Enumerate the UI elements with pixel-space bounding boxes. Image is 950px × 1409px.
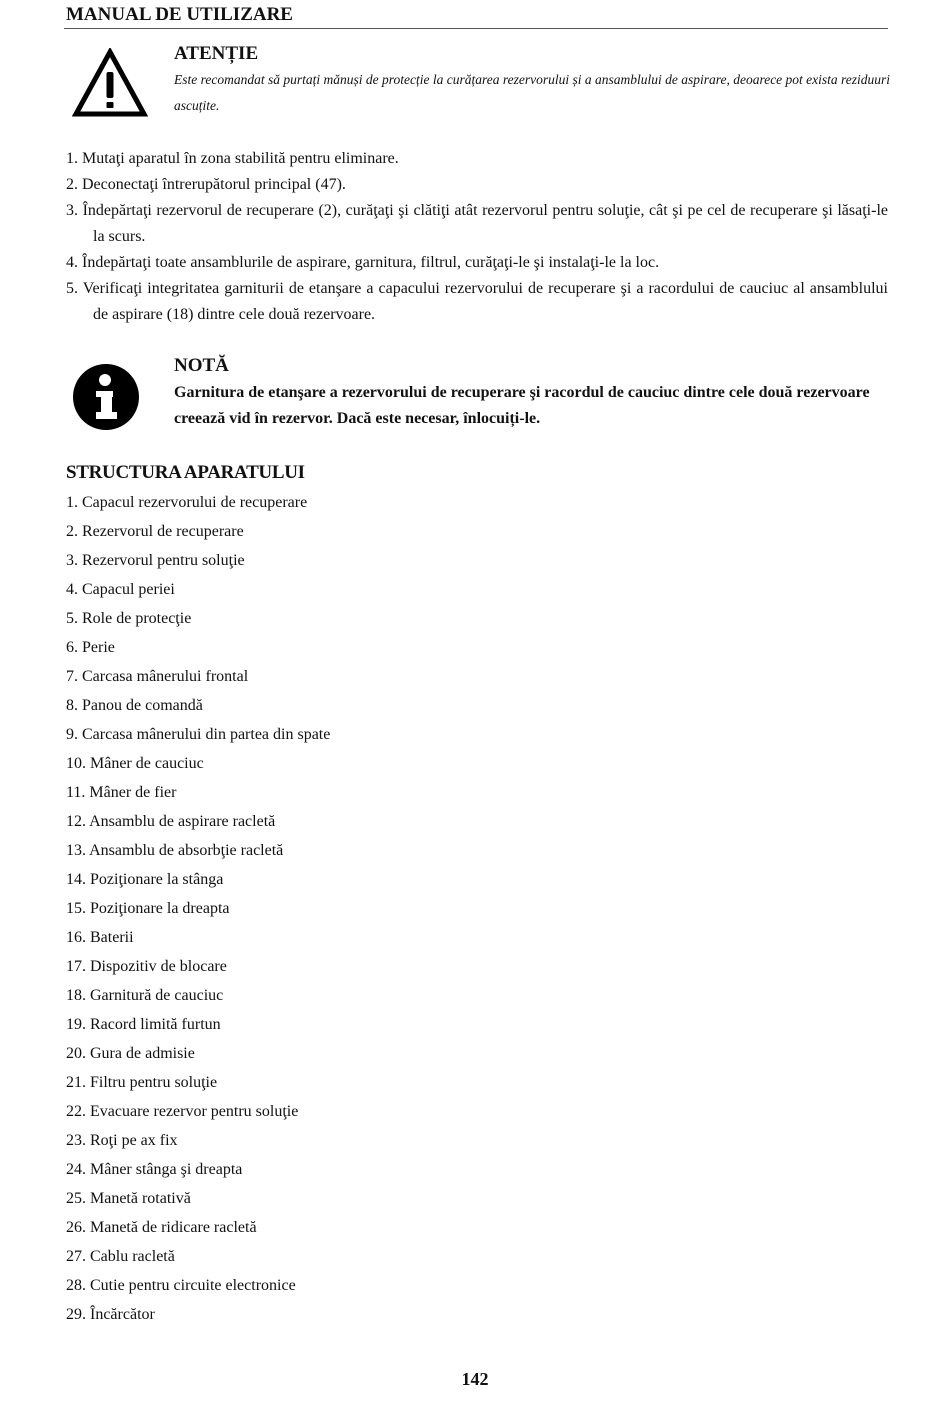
list-item: 29. Încărcător (66, 1306, 155, 1323)
list-item: 22. Evacuare rezervor pentru soluţie (66, 1103, 299, 1120)
list-item: 19. Racord limită furtun (66, 1016, 221, 1033)
list-item: 28. Cutie pentru circuite electronice (66, 1277, 296, 1294)
note-heading: NOTĂ (174, 355, 229, 376)
note-callout (66, 354, 896, 434)
list-item: 3. Rezervorul pentru soluţie (66, 552, 245, 569)
procedure-steps (66, 146, 888, 328)
warning-triangle-icon (72, 48, 148, 123)
warning-text: Este recomandat să purtați mănuși de protecție la curățarea rezervorului și a ansamblului de aspirare, deoarece pot exista reziduuri ascuțite. (174, 72, 891, 113)
list-item: 18. Garnitură de cauciuc (66, 987, 224, 1004)
step-item: 1. Mutaţi aparatul în zona stabilită pentru eliminare. (66, 150, 399, 167)
list-item: 23. Roţi pe ax fix (66, 1132, 178, 1149)
list-item: 14. Poziţionare la stânga (66, 871, 224, 888)
step-item: 3. Îndepărtaţi rezervorul de recuperare (2), curăţaţi şi clătiţi atât rezervorul pentru soluţie, cât şi pe cel de recuperare şi lăsaţi-le la scurs. (66, 202, 888, 245)
page-header (66, 4, 888, 26)
structure-section-title: STRUCTURA APARATULUI (66, 462, 305, 483)
step-item: 5. Verificaţi integritatea garniturii de etanşare a capacului rezervorului de recuperare şi a racordului de cauciuc al ansamblului de aspirare (18) dintre cele două rezervoare. (66, 280, 888, 323)
header-divider (64, 28, 888, 29)
list-item: 1. Capacul rezervorului de recuperare (66, 494, 308, 511)
warning-heading: ATENȚIE (174, 43, 259, 64)
step-item: 2. Deconectaţi întrerupătorul principal (47). (66, 176, 346, 193)
list-item: 24. Mâner stânga şi dreapta (66, 1161, 243, 1178)
list-item: 16. Baterii (66, 929, 134, 946)
list-item: 20. Gura de admisie (66, 1045, 195, 1062)
list-item: 15. Poziţionare la dreapta (66, 900, 230, 917)
list-item: 12. Ansamblu de aspirare racletă (66, 813, 276, 830)
note-text: Garnitura de etanşare a rezervorului de recuperare şi racordul de cauciuc dintre cele două rezervoare creează vid în rezervor. Dacă este necesar, înlocuiți-le. (174, 384, 870, 427)
page-number: 142 (461, 1369, 489, 1389)
list-item: 25. Manetă rotativă (66, 1190, 191, 1207)
step-item: 4. Îndepărtaţi toate ansamblurile de aspirare, garnitura, filtrul, curăţaţi-le şi instalaţi-le la loc. (66, 254, 660, 271)
list-item: 5. Role de protecţie (66, 610, 192, 627)
list-item: 26. Manetă de ridicare racletă (66, 1219, 257, 1236)
list-item: 7. Carcasa mânerului frontal (66, 668, 249, 685)
info-icon (72, 362, 142, 437)
list-item: 10. Mâner de cauciuc (66, 755, 204, 772)
parts-list (66, 488, 330, 1329)
list-item: 27. Cablu racletă (66, 1248, 175, 1265)
list-item: 21. Filtru pentru soluţie (66, 1074, 218, 1091)
list-item: 2. Rezervorul de recuperare (66, 523, 244, 540)
list-item: 4. Capacul periei (66, 581, 175, 598)
list-item: 13. Ansamblu de absorbţie racletă (66, 842, 284, 859)
warning-callout (66, 42, 896, 128)
list-item: 8. Panou de comandă (66, 697, 203, 714)
list-item: 9. Carcasa mânerului din partea din spate (66, 726, 331, 743)
list-item: 6. Perie (66, 639, 115, 656)
list-item: 17. Dispozitiv de blocare (66, 958, 227, 975)
list-item: 11. Mâner de fier (66, 784, 177, 801)
document-title: MANUAL DE UTILIZARE (66, 4, 293, 25)
